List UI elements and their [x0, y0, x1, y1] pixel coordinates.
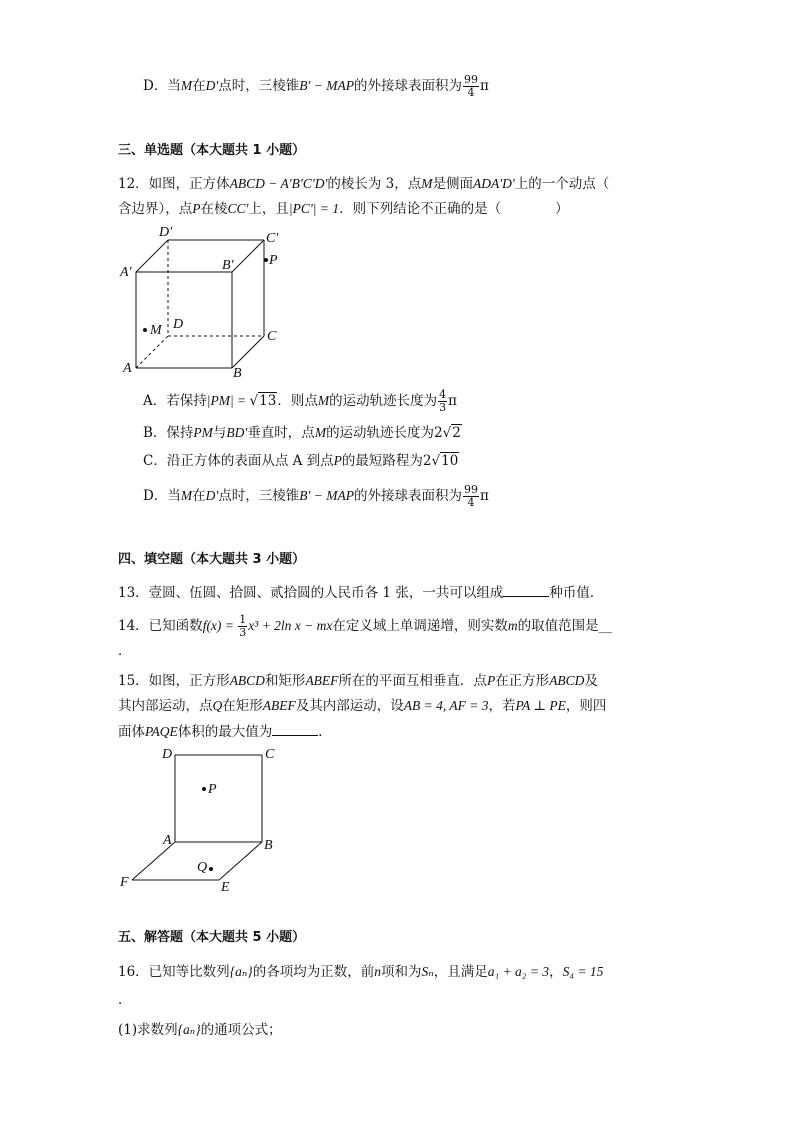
math-var: ABCD — [229, 673, 265, 688]
text: 体积的最大值为 — [177, 724, 273, 740]
text: 13．壹圆、伍圆、拾圆、贰拾圆的人民币各 1 张，一共可以组成 — [118, 585, 504, 601]
fraction-denominator: 4 — [467, 496, 475, 509]
text: 的运动轨迹长度为 — [329, 393, 438, 409]
text: 其内部运动，点 — [118, 698, 213, 714]
text: 点时，三棱锥 — [218, 78, 300, 94]
question-15-line-1 — [118, 671, 598, 691]
math-var: n — [374, 964, 381, 979]
label-b-prime: B' — [222, 258, 234, 273]
pi-symbol: π — [479, 78, 489, 94]
math-var: Q — [212, 698, 223, 713]
text: 的外接球表面积为 — [353, 78, 462, 94]
answer-blank — [503, 582, 549, 597]
sqrt-radicand: 13 — [259, 393, 277, 409]
answer-blank — [272, 721, 318, 736]
question-14-line-1 — [118, 614, 612, 639]
option-label: B．保持 — [143, 425, 194, 441]
question-12-line-1 — [118, 174, 609, 194]
coefficient: 2 — [422, 453, 432, 469]
text: 上，且 — [248, 201, 289, 217]
sqrt: √10 — [431, 453, 459, 469]
text: 点时，三棱锥 — [218, 488, 300, 504]
section-heading: 三、单选题（本大题共 1 小题） — [118, 143, 306, 158]
text: 12．如图，正方体 — [118, 176, 230, 192]
text: (1)求数列 — [118, 1022, 178, 1038]
fraction — [463, 74, 479, 99]
text: 的运动轨迹长度为 — [326, 425, 435, 441]
fraction — [238, 614, 247, 639]
math-expr: x³ + 2ln x − mx — [248, 618, 333, 633]
math-expr: {aₙ} — [177, 1022, 201, 1037]
question-16-line-1 — [118, 962, 603, 982]
text: 的棱长为 3，点 — [327, 176, 422, 192]
text: 所在的平面互相垂直．点 — [338, 673, 487, 689]
point-p — [202, 787, 206, 791]
label-m: M — [150, 323, 162, 338]
text: 及 — [584, 673, 598, 689]
text: 在定义域上单调递增，则实数 — [332, 618, 508, 634]
math-expr: B' − MAP — [299, 488, 354, 503]
text: 在矩形 — [222, 698, 263, 714]
question-12-line-2 — [118, 199, 569, 219]
text: 的取值范围是__ — [517, 618, 613, 634]
text: 16．已知等比数列 — [118, 964, 230, 980]
math-expr: f(x) = — [202, 618, 238, 633]
option-label: D．当 — [143, 488, 181, 504]
point-q — [209, 867, 213, 871]
math-var: D' — [205, 78, 219, 93]
label-p: P — [269, 253, 278, 268]
label-c: C — [267, 329, 277, 344]
text: ，若 — [488, 698, 516, 714]
text: 15．如图，正方形 — [118, 673, 230, 689]
question-15-line-2 — [118, 696, 606, 716]
math-var: M — [180, 78, 193, 93]
text: 14．已知函数 — [118, 618, 203, 634]
text: 在 — [192, 78, 206, 94]
point-m — [143, 328, 147, 332]
math-var: M — [314, 425, 327, 440]
option-a — [143, 389, 457, 414]
text: ． — [318, 724, 332, 740]
question-16-subpart-1 — [118, 1020, 282, 1040]
fraction — [463, 484, 479, 509]
sqrt: √2 — [442, 425, 461, 441]
edge-a1d1 — [136, 240, 168, 272]
square-rectangle-figure — [115, 742, 295, 892]
label-q: Q — [197, 860, 208, 875]
sqrt-radicand: 2 — [452, 425, 461, 441]
math-expr: BD' — [226, 425, 248, 440]
math-var: M — [180, 488, 193, 503]
text: ，则四 — [565, 698, 607, 714]
math-expr: ABCD − A'B'C'D' — [229, 176, 328, 191]
math-var: P — [486, 673, 496, 688]
label-d: D — [173, 317, 184, 332]
pi-symbol: π — [479, 488, 489, 504]
math-var: D' — [205, 488, 219, 503]
text: 含边界），点 — [118, 201, 193, 217]
text: ， — [549, 964, 563, 980]
math-var: ABEF — [305, 673, 339, 688]
math-expr: |PC'| = 1 — [288, 201, 340, 216]
math-var: PAQE — [145, 724, 178, 739]
label-b: B — [264, 838, 273, 853]
math-expr: PA ⊥ PE — [515, 698, 566, 713]
label-p: P — [208, 782, 217, 797]
math-expr: AB = 4, AF = 3 — [403, 698, 489, 713]
option-c — [143, 451, 459, 471]
label-f: F — [120, 875, 129, 890]
fraction-numerator: 99 — [463, 73, 478, 86]
fraction — [438, 389, 447, 414]
cube-figure — [115, 220, 295, 380]
label-a-prime: A' — [120, 265, 132, 280]
text: 和矩形 — [264, 673, 306, 689]
math-expr: PM — [193, 425, 213, 440]
text: 项和为 — [380, 964, 422, 980]
label-d: D — [162, 747, 173, 762]
label-a: A — [123, 361, 132, 376]
question-15-line-3 — [118, 721, 332, 742]
question-13 — [118, 582, 603, 603]
text: 及其内部运动，设 — [295, 698, 404, 714]
fraction-denominator: 3 — [239, 626, 247, 639]
text: 的最短路程为 — [341, 453, 423, 469]
math-var: ABEF — [262, 698, 296, 713]
fraction-numerator: 4 — [439, 388, 447, 401]
text: 的通项公式； — [200, 1022, 282, 1038]
sqrt: √13 — [249, 393, 277, 409]
text: 面体 — [118, 724, 145, 740]
text: 垂直时，点 — [247, 425, 315, 441]
text: 上的一个动点（ — [514, 176, 610, 192]
text: 的外接球表面积为 — [353, 488, 462, 504]
option-label: A．若保持 — [143, 393, 207, 409]
math-expr: ADA'D' — [473, 176, 515, 191]
question-16-line-2: ． — [118, 992, 132, 1008]
math-var: P — [333, 453, 342, 468]
math-var: CC' — [227, 201, 249, 216]
text: ．则下列结论不正确的是（ ） — [339, 201, 569, 217]
fraction-denominator: 3 — [439, 401, 447, 414]
text: ．则点 — [277, 393, 318, 409]
math-var: Sₙ — [421, 964, 434, 979]
fraction-denominator: 4 — [467, 86, 475, 99]
text: ，且满足 — [433, 964, 488, 980]
label-b: B — [233, 366, 242, 380]
text: 是侧面 — [432, 176, 473, 192]
sqrt-radicand: 10 — [441, 453, 459, 469]
math-var: ABCD — [549, 673, 585, 688]
section-heading: 四、填空题（本大题共 3 小题） — [118, 552, 306, 567]
coefficient: 2 — [434, 425, 443, 441]
option-b — [143, 423, 462, 443]
math-expr: B' − MAP — [299, 78, 354, 93]
option-label: C．沿正方体的表面从点 A 到点 — [143, 453, 334, 469]
math-var: M — [421, 176, 433, 191]
math-var: m — [507, 618, 518, 633]
text: 在棱 — [200, 201, 228, 217]
edge-b1c1 — [232, 240, 264, 272]
question-14-line-2: ． — [118, 643, 132, 659]
option-d — [143, 484, 489, 509]
text: 种币值． — [549, 585, 604, 601]
text: 在 — [192, 488, 206, 504]
math-var: P — [192, 201, 201, 216]
math-var: M — [317, 393, 330, 408]
math-expr: |PM| = — [206, 393, 250, 408]
label-c: C — [265, 747, 275, 762]
point-p — [264, 258, 268, 262]
label-c-prime: C' — [266, 231, 279, 246]
option-label: D．当 — [143, 78, 181, 94]
top-option-d — [143, 74, 489, 99]
pi-symbol: π — [448, 393, 457, 409]
math-expr: a₁ + a₂ = 3 — [487, 964, 550, 979]
math-expr: {aₙ} — [229, 964, 253, 979]
text: 的各项均为正数，前 — [252, 964, 375, 980]
math-expr: S₄ = 15 — [562, 964, 604, 979]
section-heading: 五、解答题（本大题共 5 小题） — [118, 930, 306, 945]
text: 在正方形 — [495, 673, 550, 689]
text: 与 — [212, 425, 227, 441]
fraction-numerator: 99 — [463, 483, 478, 496]
fraction-numerator: 1 — [239, 613, 247, 626]
label-d-prime: D' — [159, 225, 173, 240]
label-a: A — [163, 833, 172, 848]
edge-ad-hidden — [136, 336, 168, 368]
edge-bc — [232, 336, 264, 368]
label-e: E — [221, 880, 230, 892]
edge-be — [219, 842, 262, 880]
